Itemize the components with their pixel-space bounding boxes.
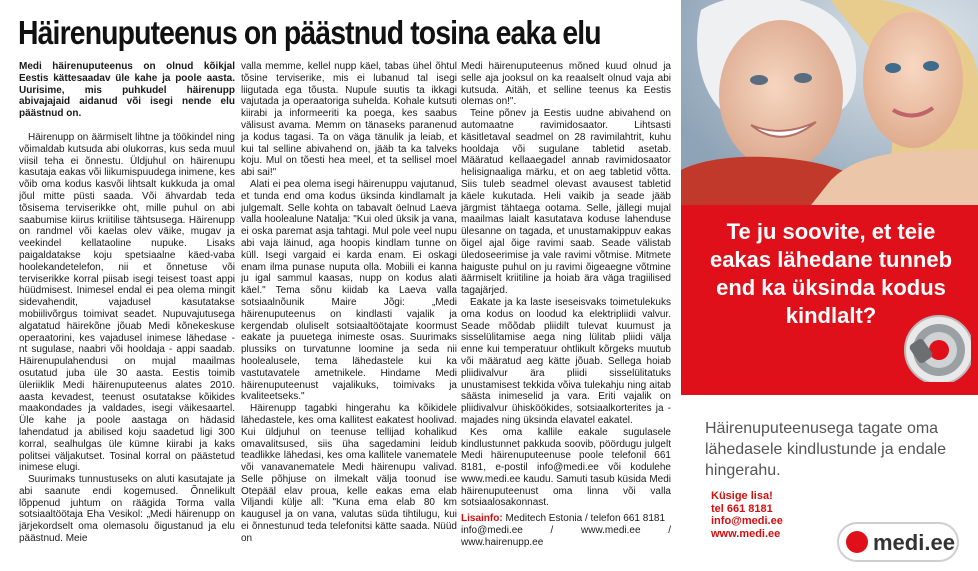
- ad-contact-phone: tel 661 8181: [711, 502, 773, 515]
- alarm-pendant-icon: [899, 310, 971, 382]
- medi-logo-text: medi.ee: [873, 530, 955, 555]
- medi-logo: [837, 522, 959, 562]
- ad-contact-email[interactable]: info@medi.ee: [711, 515, 783, 527]
- ad-subtext: Häirenuputeenusega tagate oma lähedasele kindlustunde ja endale hingerahu.: [705, 420, 947, 479]
- article-column-3: [461, 61, 671, 549]
- article-column-2: [241, 61, 457, 549]
- paragraph: Medi häirenuputeenus mõned kuud olnud ja selle aja jooksul on ka reaalselt olnud vaja abi kutsuda. Aitäh, et selline teenus ka Eestis olemas on!".: [461, 61, 671, 108]
- advertisement: [681, 0, 978, 571]
- ad-contact: [711, 490, 783, 540]
- article-column-1: [19, 61, 235, 549]
- paragraph: Eakate ja ka laste iseseisvaks toimetulekuks oma kodus on loodud ka elektripliidi valvur. Seade mõõdab pliidilt tulevat kuumust ja sisselülitamise aega ning lülitab pliidi välja enne kui temperatuur ohtlikult kõrgeks muutub või määratud aeg kätte jõuab. Sellega hoiab pliidivalvur ära pliidi sisselülitatuks unustamisest tekkida võiva tulekahju ning aitab säästa inimeselid ja vara. Eriti vajalik on pliidivalvur ühisköökides, sotsiaalkorterites ja -majades ning üksinda elavatel eakatel.: [461, 296, 671, 426]
- ad-contact-title: Küsige lisa!: [711, 490, 773, 502]
- paragraph: Häirenupp tagabki hingerahu ka kõikidele lähedastele, kes oma kallitest eakatest hoolivad. Kui üldjuhul on teenuse tellijad kohalikud omavalitsused, siis üha sagedamini leidub teadlikke lähedasi, kes oma kallitele vanematele või vanavanematele Medi häirenupu valivad. Selle põhjuse on ilmekalt välja toonud ise Otepääl elav proua, kelle eakas ema elab Viljandi külje all: "Kuna ema elab 80 km kaugusel ja on vana, valutas süda tihtilugu, kui ei õnnestunud teda telefonitsi kätte saada. Nüüd on: [241, 403, 457, 544]
- article-lead: Medi häirenuputeenus on olnud kõikjal Eestis kättesaadav üle kahe ja poole aasta. Uurisime, mis puhkudel häirenupp abivajajaid aidanud või isegi nende elu päästnud on.: [19, 61, 235, 120]
- paragraph: Suurimaks tunnustuseks on aluti kasutajate ja abi saanute endi kogemused. Õnnelikult lõppenud juhtum on räägida Torma valla sotsiaaltöötaja Eha Vesikol: „Medi häirenupp on järjekordselt oma olemasolu õigustanud ja elu päästnud. Meie: [19, 474, 235, 545]
- paragraph: Häirenupp on äärmiselt lihtne ja töökindel ning võimaldab kutsuda abi olukorras, kus seda muul viisil teha ei õnnestu. Üldjuhul on häirenupu kasutaja eakas või liikumispuudega inimene, kes võib oma kodus kasvõi lihtsalt kukkuda ja omal jõul mitte püsti saada. Või ähvardab teda tõsisema terviserikke oht, mille puhul on abi saabumise kiirus kriitilise tähtsusega. Häirenupp on randmel või kaelas olev väike, mugav ja veekindel kellataoline nupuke. Lisaks paigaldatakse koju spetsiaalne käed-vaba hoolekandetelefon, nii et õnnetuse või terviserikke korral piisab isegi teisest toast appi hüüdmisest. Inimesel endal ei pea olema mingit sidevahendit, vajadusel kasutatakse mobiilivõrgus toimivat seadet. Nupuvajutusega algatatud häirekõne jõuab Medi kõnekeskuse operaatorini, kes vajadusel inimese lähedase - nt sugulase, naabri või hooldaja - appi saadab. Häirenupulahendusi on mujal maailmas osutatud juba üle 30 aasta. Eestis toimib üleriiklik Medi häirenuputeenus alates 2010. aasta kevadest, teenust osutatakse kõikides maakondades ja valdades, isegi väikesaartel. Üle kahe ja poole aastaga on hädasid lahendatud ja abilised koju saadetud ligi 300 korral, sealhulgas üle kümne kiirabi ja kaks politsei väljakutset. Tosinal korral on päästetud inimese elugi.: [19, 131, 235, 474]
- contact-label: Lisainfo:: [461, 513, 503, 524]
- paragraph: Teine põnev ja Eestis uudne abivahend on automaatne ravimidosaator. Lihtsasti käsitletaval seadmel on 28 ravimilahtrit, kuhu hooldaja või sugulane tabletid asetab. Määratud kellaaegadel annab ravimidosaator helisignaaliga märku, et on aeg tabletid võtta. Siis tuleb seadmel olevast avausest tabletid käele kukutada. Heli vaikib ja seade jääb järgmist tähtaega ootama. Selle, jällegi mujal maailmas laialt kasutatava koduse lahenduse ülesanne on tagada, et unustamakippuv eakas õigel ajal õige ravimi saab. Seade välistab üledoseerimise ja vale ravimi võtmise. Mitmete haiguste puhul on ju ravimi õigeaegne võtmine äärmiselt kriitiline ja hoiab ära väga tragiilised tagajärjed.: [461, 108, 671, 297]
- ad-contact-web[interactable]: www.medi.ee: [711, 527, 781, 540]
- contact-company-phone: Meditech Estonia / telefon 661 8181: [502, 513, 666, 524]
- ad-photo: [681, 0, 978, 205]
- paragraph: Alati ei pea olema isegi häirenuppu vajutanud, et tunda end oma kodus üksinda kindlamalt ja julgemalt. Selle kohta on tabavalt öelnud Laeva valla hoolealune Natalja: "Kui oled üksik ja vana, ei oska paremat asja tahtagi. Mul pole veel nupu abi vaja läinud, aga hoopis kindlam tunne on küll. Isegi vargaid ei karda enam. Ei oskagi enam ilma punase nuputa olla. Mobiili ei kanna ju igal sammul kaasas, nupp on kodus alati käel." Tema sõnu kiidab ka Laeva valla sotsiaalnõunik Maire Jõgi: „Medi häirenuputeenus on kindlasti vajalik ja kergendab oluliselt sotsiaaltöötajate koormust eakate ja puuetega inimeste osas. Suurimaks plussiks on turvatunne loomine ja seda nii hoolealusele, tema lähedastele kui ka vastutavatele ametnikele. Hindame Medi häirenuputeenust vajalikuks, toimivaks ja kvaliteetseks.": [241, 178, 457, 403]
- paragraph: valla memme, kellel nupp käel, tabas ühel õhtul tõsine terviserike, mis ei lubanud tal isegi liigutada ega tõusta. Nupule suutis ta ikkagi vajutada ja operaatoriga suhelda. Kohale kutsuti kiirabi ja informeeriti ka poega, kes saabus välisust avama. Memm on tänaseks paranenud ja kodus tagasi. Ta on väga tänulik ja leiab, et kui tal selline abivahend on, jääb ta ka talveks koju. Mul on tõesti hea meel, et ta sellisel moel abi sai!": [241, 61, 457, 179]
- contact-info: [461, 513, 671, 549]
- paragraph: Kes oma kallile eakale sugulasele kindlustunnet pakkuda soovib, pöördugu julgelt Medi häirenuputeenuse poole telefonil 661 8181, e-postil info@medi.ee või kodulehe www.medi.ee kaudu. Samuti tasub küsida Medi häirenuputeenust oma linna või valla sotsiaalosakonnast.: [461, 426, 671, 509]
- article-title: Häirenuputeenus on päästnud tosina eaka elu: [18, 14, 601, 51]
- ad-slogan: Te ju soovite, et teie eakas lähedane tunneb end ka üksinda kodus kindlalt?: [709, 219, 953, 328]
- grandmother-granddaughter-photo: [681, 0, 978, 205]
- contact-links: info@medi.ee / www.medi.ee / www.hairenupp.ee: [461, 525, 671, 548]
